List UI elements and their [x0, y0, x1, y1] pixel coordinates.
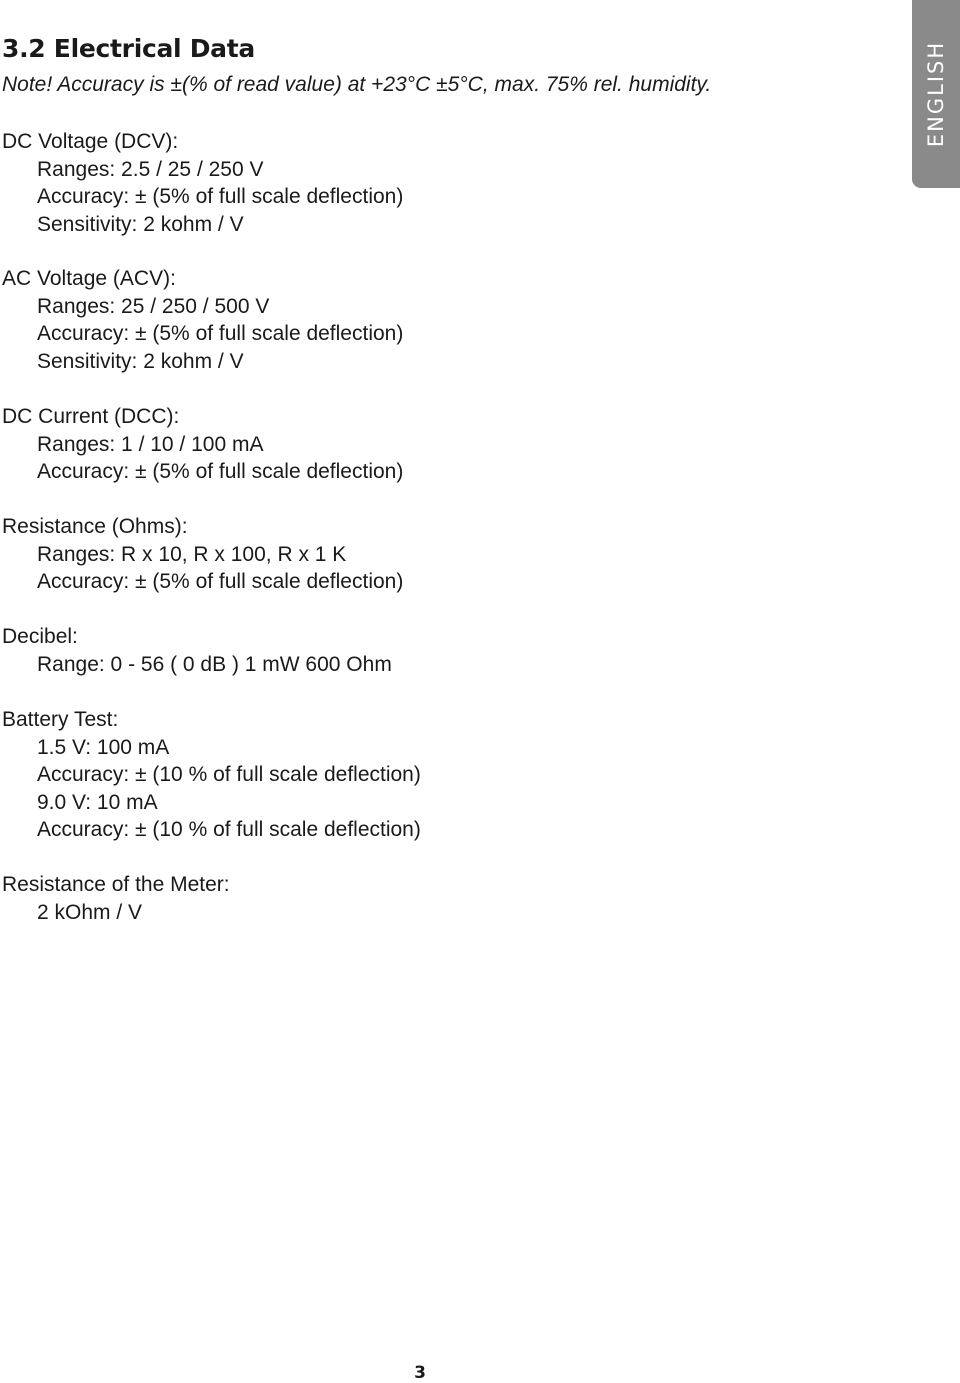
spec-line: Accuracy: ± (10 % of full scale deflection): [37, 818, 421, 841]
spec-line: Sensitivity: 2 kohm / V: [37, 349, 244, 373]
spec-line: Ranges: 1 / 10 / 100 mA: [37, 432, 264, 456]
section-heading: DC Current (DCC):: [2, 405, 180, 428]
spec-line: Accuracy: ± (5% of full scale deflection): [37, 185, 404, 208]
spec-line: Range: 0 - 56 ( 0 dB ) 1 mW 600 Ohm: [37, 652, 392, 676]
spec-line: Ranges: 2.5 / 25 / 250 V: [37, 157, 264, 181]
section-heading: DC Voltage (DCV):: [2, 130, 179, 153]
spec-line: 2 kOhm / V: [37, 900, 143, 924]
language-tab-label: ENGLISH: [924, 40, 948, 148]
spec-line: 9.0 V: 10 mA: [37, 790, 158, 814]
section-heading: Resistance (Ohms):: [2, 515, 188, 538]
spec-line: Accuracy: ± (5% of full scale deflection): [37, 460, 404, 483]
section-dc-current: [2, 403, 403, 486]
spec-line: Accuracy: ± (5% of full scale deflection): [37, 322, 404, 345]
language-tab: [912, 0, 960, 188]
spec-line: Accuracy: ± (5% of full scale deflection): [37, 570, 404, 593]
page-title: 3.2 Electrical Data: [2, 34, 255, 63]
section-resistance: [2, 513, 403, 596]
section-decibel: [2, 623, 392, 678]
section-meter-resistance: [2, 871, 230, 926]
section-dc-voltage: [2, 128, 403, 238]
section-heading: AC Voltage (ACV):: [2, 267, 176, 290]
page-number: 3: [414, 1363, 426, 1383]
section-heading: Decibel:: [2, 625, 78, 648]
section-ac-voltage: [2, 265, 403, 375]
spec-line: Ranges: 25 / 250 / 500 V: [37, 294, 270, 318]
spec-line: Accuracy: ± (10 % of full scale deflection): [37, 763, 421, 786]
spec-line: 1.5 V: 100 mA: [37, 735, 170, 759]
section-battery-test: [2, 706, 421, 844]
accuracy-note: Note! Accuracy is ±(% of read value) at +23°C ±5°C, max. 75% rel. humidity.: [2, 73, 712, 96]
section-heading: Resistance of the Meter:: [2, 873, 230, 896]
spec-line: Sensitivity: 2 kohm / V: [37, 212, 244, 236]
section-heading: Battery Test:: [2, 708, 119, 731]
spec-line: Ranges: R x 10, R x 100, R x 1 K: [37, 542, 347, 566]
